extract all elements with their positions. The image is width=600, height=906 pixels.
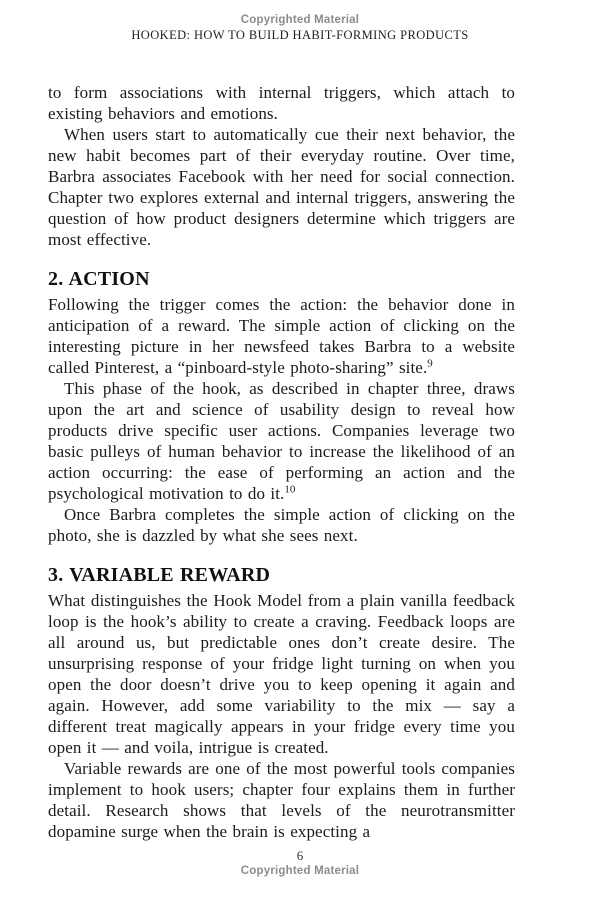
- page-header: [0, 14, 600, 43]
- body-text-block: [48, 82, 515, 842]
- body-paragraph: [48, 504, 515, 546]
- body-paragraph: [48, 758, 515, 842]
- body-paragraph: [48, 82, 515, 124]
- body-paragraph: [48, 294, 515, 378]
- page-footer: [0, 848, 600, 877]
- body-paragraph: [48, 378, 515, 504]
- running-header-title: HOOKED: HOW TO BUILD HABIT-FORMING PRODUCTS: [131, 28, 469, 42]
- paragraph-text: Once Barbra completes the simple action of clicking on the photo, she is dazzled by what she sees next.: [48, 505, 515, 545]
- bottom-copyright-notice: Copyrighted Material: [240, 865, 360, 877]
- section-heading-variable-reward: 3. VARIABLE REWARD: [48, 564, 271, 586]
- paragraph-text: What distinguishes the Hook Model from a plain vanilla feedback loop is the hook’s ability to create a craving. Feedback loops are all around us, but predictable ones don’t create desire. The unsurprising response of your fridge light turning on when you open the door doesn’t drive you to keep opening it again and again. However, add some variability to the mix — say a different treat magically appears in your fridge every time you open it — and voila, intrigue is created.: [48, 591, 515, 757]
- top-copyright-notice: Copyrighted Material: [240, 14, 360, 26]
- body-paragraph: [48, 124, 515, 250]
- paragraph-text: This phase of the hook, as described in chapter three, draws upon the art and science of usability design to reveal how products drive specific user actions. Companies leverage two basic pulleys of human behavior to increase the likelihood of an action occurring: the ease of performing an action and the psychological motivation to do it.: [48, 379, 515, 503]
- body-paragraph: [48, 590, 515, 758]
- page-number: 6: [296, 848, 304, 863]
- paragraph-text: Following the trigger comes the action: the behavior done in anticipation of a reward. The simple action of clicking on the interesting picture in her newsfeed takes Barbra to a website called Pinterest, a “pinboard-style photo-sharing” site.: [48, 295, 515, 377]
- paragraph-text: to form associations with internal triggers, which attach to existing behaviors and emotions.: [48, 83, 515, 123]
- paragraph-text: When users start to automatically cue their next behavior, the new habit becomes part of their everyday routine. Over time, Barbra associates Facebook with her need for social connection. Chapter two explores external and internal triggers, answering the question of how product designers determine which triggers are most effective.: [48, 125, 515, 249]
- footnote-ref-10: 10: [284, 483, 296, 496]
- paragraph-text: Variable rewards are one of the most powerful tools companies implement to hook users; chapter four explains them in further detail. Research shows that levels of the neurotransmitter dopamine surge when the brain is expecting a: [48, 759, 515, 841]
- section-heading-action: 2. ACTION: [48, 268, 150, 290]
- footnote-ref-9: 9: [427, 357, 433, 370]
